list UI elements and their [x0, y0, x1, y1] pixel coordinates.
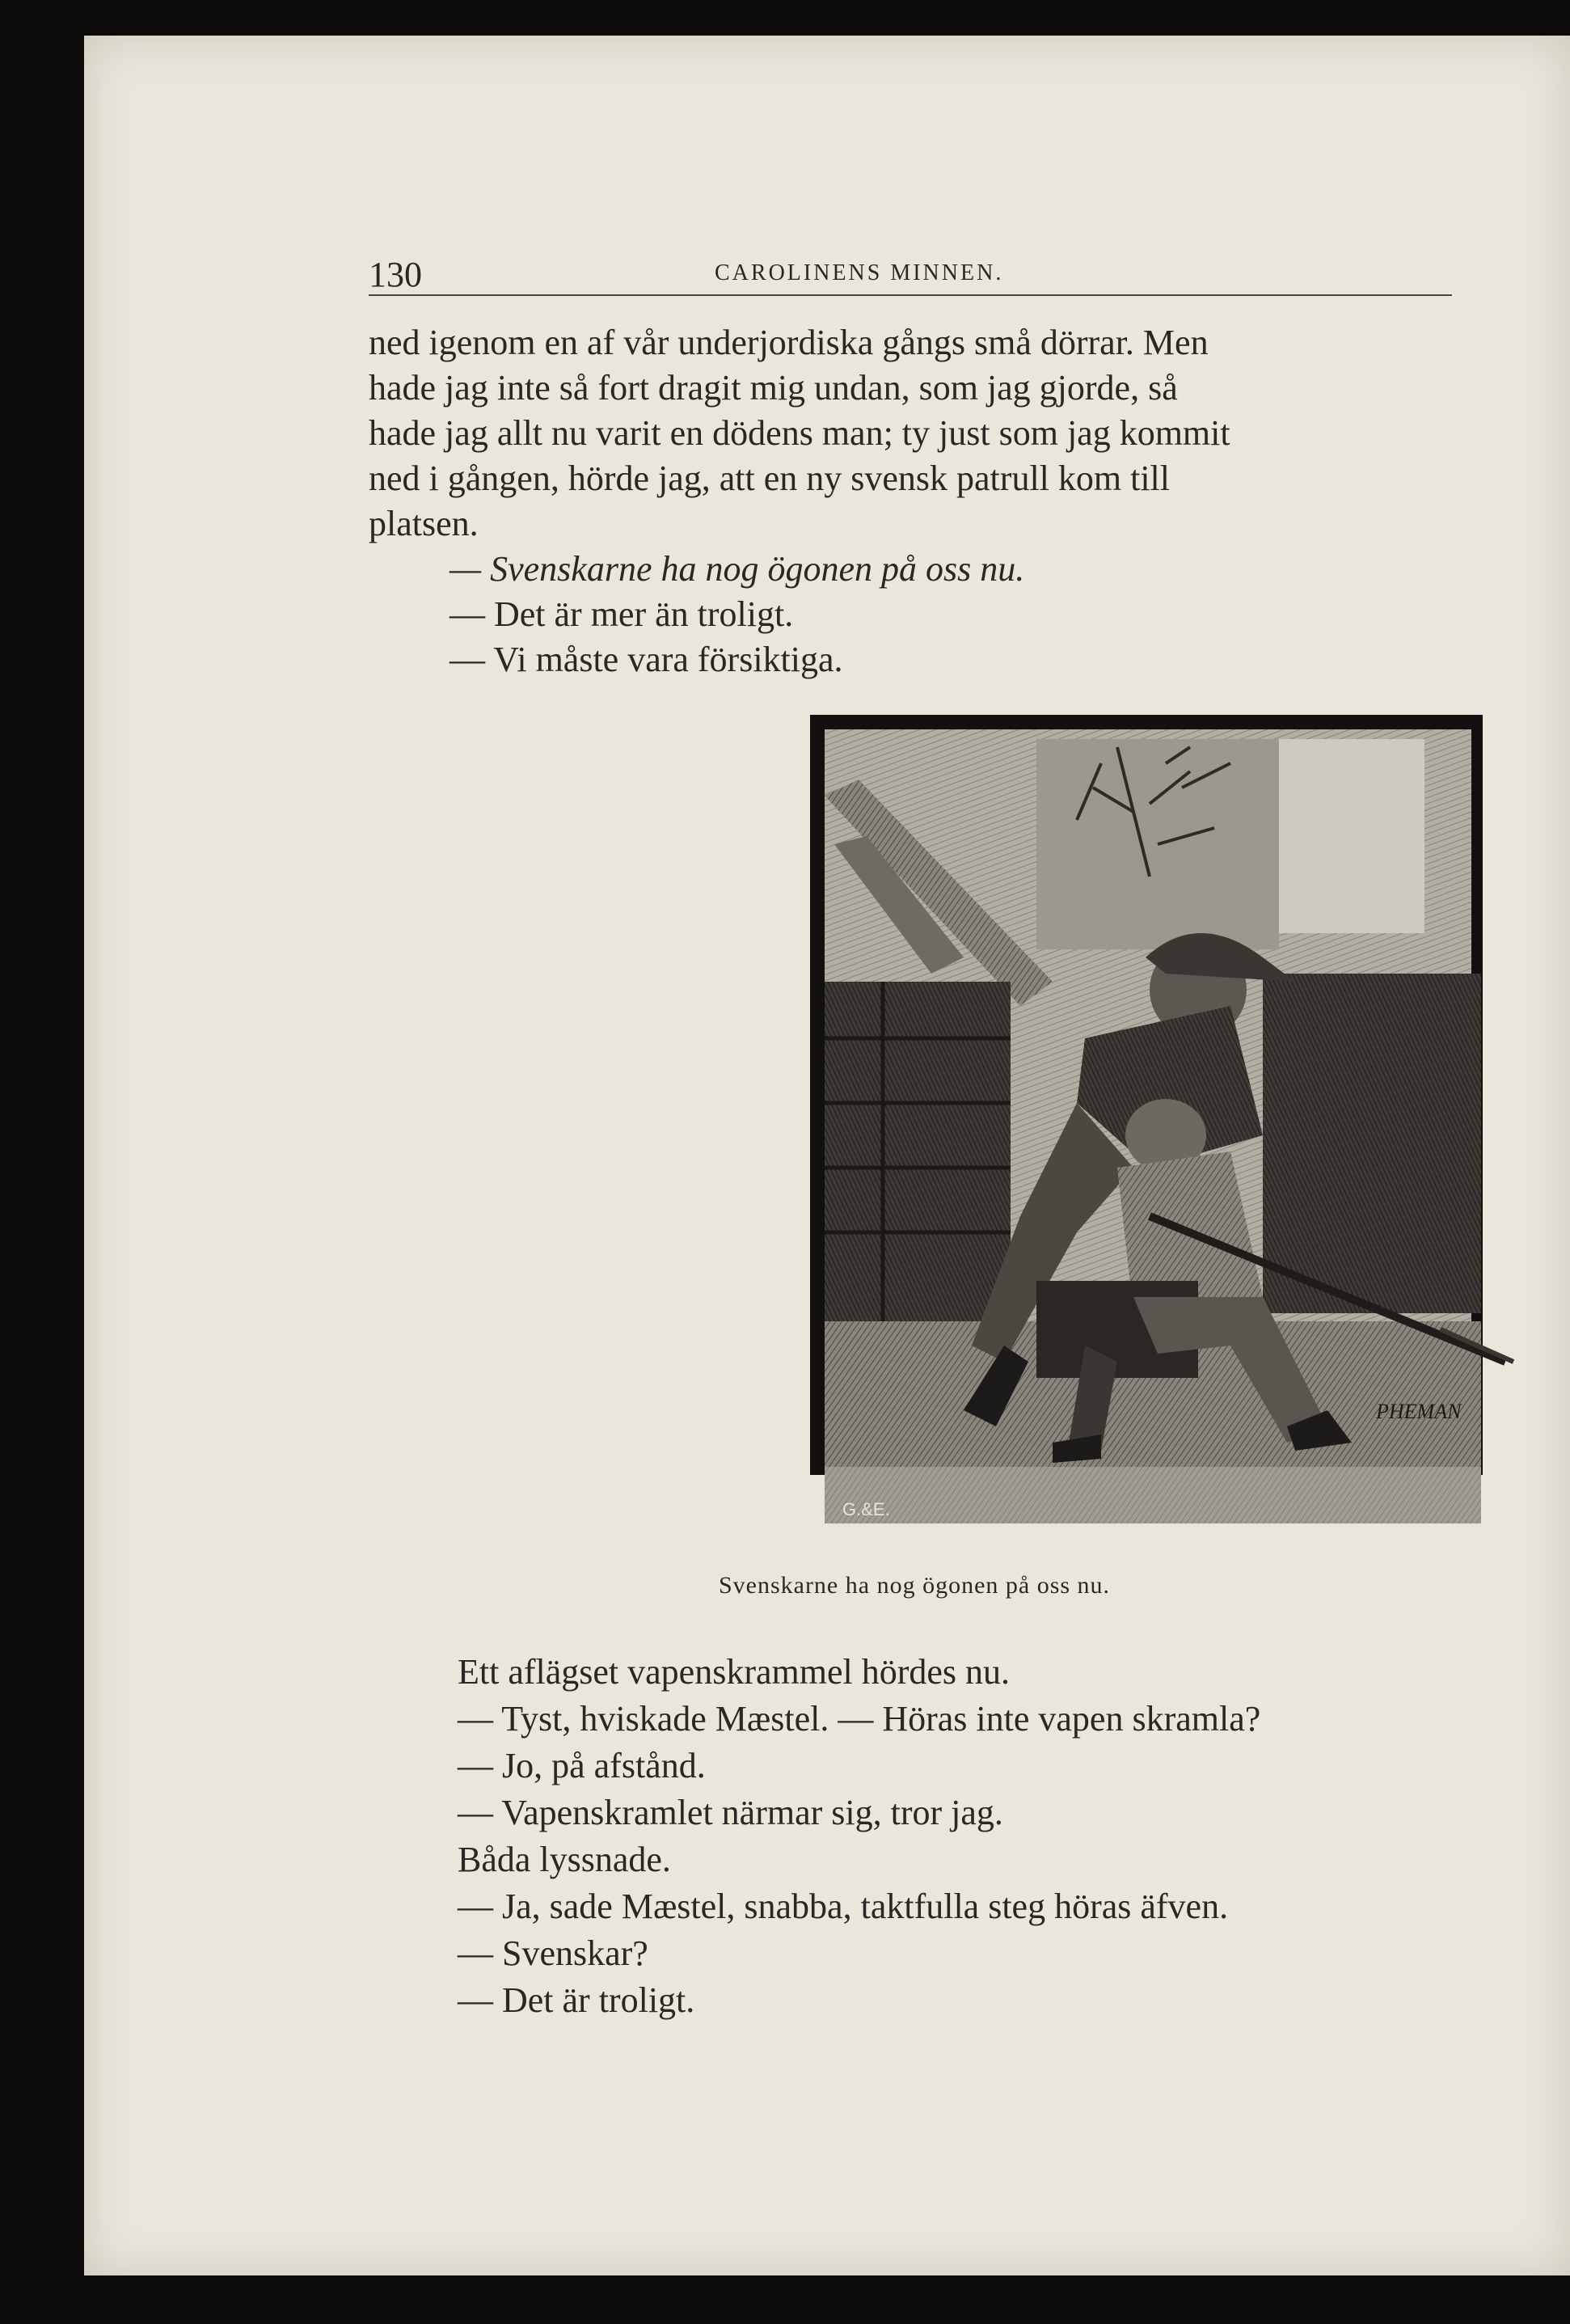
- dialog-line: — Jo, på afstånd.: [458, 1746, 706, 1785]
- dialog-line: — Svenskar?: [458, 1933, 648, 1973]
- paragraph-line: hade jag allt nu varit en dödens man; ty just som jag kommit: [369, 413, 1230, 453]
- engraving-illustration: [810, 715, 1521, 1540]
- dialog-line: — Det är troligt.: [458, 1980, 695, 2020]
- dialog-line: — Ja, sade Mæstel, snabba, taktfulla steg höras äfven.: [458, 1887, 1229, 1926]
- artist-signature: PHEMAN: [1376, 1400, 1462, 1423]
- engraver-monogram: G.&E.: [842, 1499, 890, 1519]
- running-head: [369, 246, 1452, 296]
- page-number: 130: [369, 255, 422, 294]
- text-line: Båda lyssnade.: [458, 1840, 671, 1879]
- dialog-line: — Tyst, hviskade Mæstel. — Höras inte vapen skramla?: [458, 1699, 1261, 1739]
- paragraph-line: ned igenom en af vår underjordiska gångs små dörrar. Men: [369, 323, 1209, 362]
- text-line: Ett aflägset vapenskrammel hördes nu.: [458, 1652, 1011, 1692]
- dialog-line-italic: — Svenskarne ha nog ögonen på oss nu.: [449, 549, 1025, 589]
- paragraph-line: platsen.: [369, 504, 479, 543]
- running-title: CAROLINENS MINNEN.: [715, 260, 1004, 285]
- paragraph-line: hade jag inte så fort dragit mig undan, som jag gjorde, så: [369, 368, 1178, 408]
- dialog-line: — Vi måste vara försiktiga.: [449, 640, 843, 679]
- illustration-caption: Svenskarne ha nog ögonen på oss nu.: [718, 1572, 1111, 1599]
- dialog-line: — Det är mer än troligt.: [449, 594, 794, 634]
- dialog-line: — Vapenskramlet närmar sig, tror jag.: [458, 1793, 1003, 1832]
- book-page: [84, 36, 1570, 2275]
- paragraph-line: ned i gången, hörde jag, att en ny svensk patrull kom till: [369, 458, 1171, 498]
